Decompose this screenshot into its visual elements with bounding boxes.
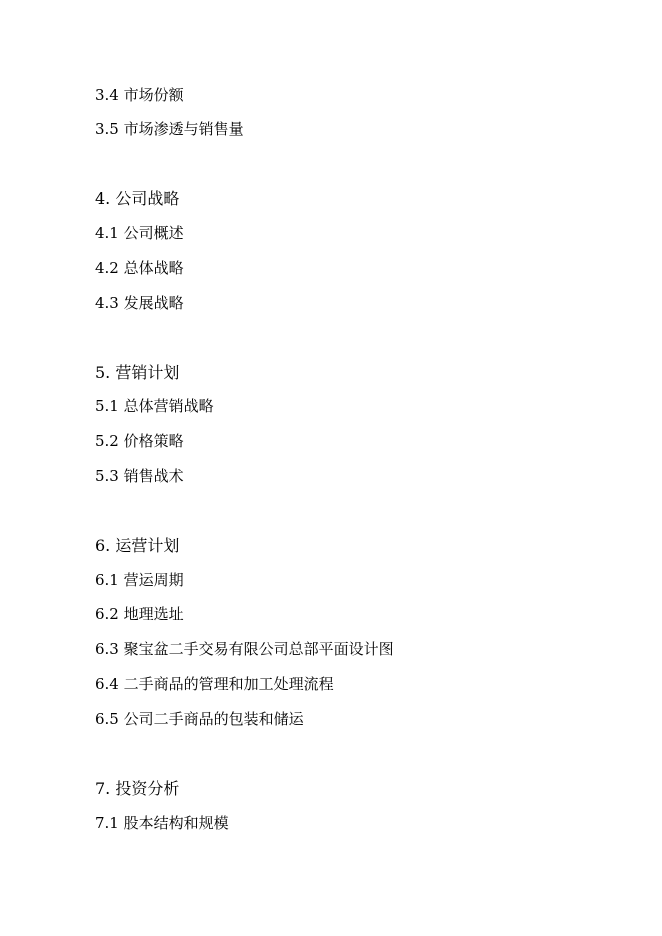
toc-item-6-4: 6.4 二手商品的管理和加工处理流程 bbox=[95, 675, 334, 693]
toc-item-5-3: 5.3 销售战术 bbox=[95, 467, 184, 485]
toc-item-7-1: 7.1 股本结构和规模 bbox=[95, 814, 229, 832]
toc-item-4-3: 4.3 发展战略 bbox=[95, 294, 184, 312]
toc-item-4-1: 4.1 公司概述 bbox=[95, 224, 184, 242]
toc-item-6-1: 6.1 营运周期 bbox=[95, 571, 184, 589]
toc-heading-5: 5. 营销计划 bbox=[95, 363, 180, 382]
toc-item-6-5: 6.5 公司二手商品的包装和储运 bbox=[95, 710, 304, 728]
toc-item-3-4: 3.4 市场份额 bbox=[95, 86, 184, 104]
toc-item-4-2: 4.2 总体战略 bbox=[95, 259, 184, 277]
toc-item-5-1: 5.1 总体营销战略 bbox=[95, 397, 214, 415]
toc-item-6-2: 6.2 地理选址 bbox=[95, 605, 184, 623]
toc-item-5-2: 5.2 价格策略 bbox=[95, 432, 184, 450]
toc-item-6-3: 6.3 聚宝盆二手交易有限公司总部平面设计图 bbox=[95, 640, 394, 658]
toc-heading-4: 4. 公司战略 bbox=[95, 189, 180, 208]
toc-heading-6: 6. 运营计划 bbox=[95, 536, 180, 555]
toc-item-3-5: 3.5 市场渗透与销售量 bbox=[95, 120, 244, 138]
toc-heading-7: 7. 投资分析 bbox=[95, 779, 180, 798]
